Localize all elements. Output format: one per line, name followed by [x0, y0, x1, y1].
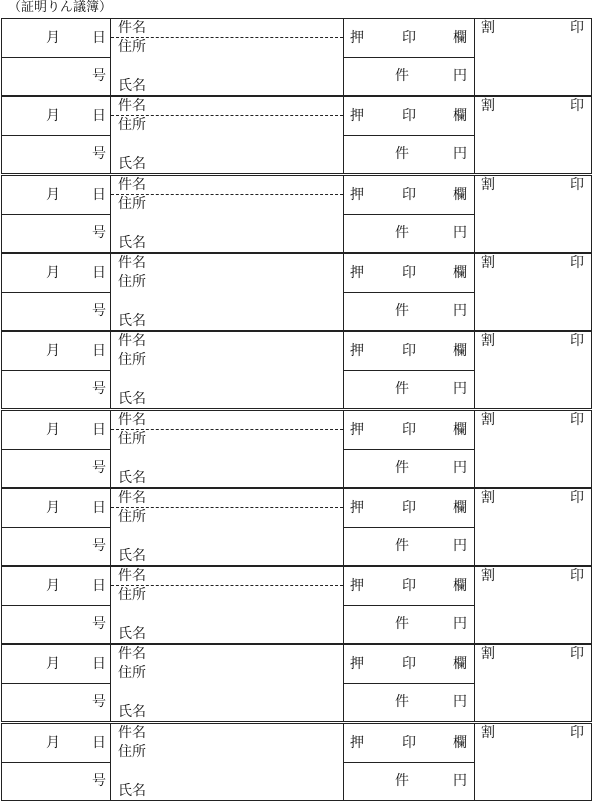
seal-label-3: 欄 — [453, 30, 467, 46]
date-cell[interactable] — [1, 253, 111, 292]
split-seal-cell[interactable] — [474, 723, 592, 801]
count-label: 件 — [395, 68, 409, 84]
yen-label: 円 — [453, 68, 467, 84]
seal-label-2: 印 — [402, 656, 416, 673]
number-cell[interactable] — [1, 605, 111, 644]
number-label: 号 — [92, 224, 106, 241]
seal-label-3: 欄 — [453, 734, 467, 751]
address-label: 住所 — [118, 195, 146, 212]
seal-label-1: 押 — [350, 499, 364, 516]
day-label: 日 — [92, 656, 106, 673]
amount-cell[interactable] — [343, 57, 475, 96]
subject-dotted-line — [111, 194, 343, 195]
date-cell[interactable] — [1, 331, 111, 370]
seal-label-3: 欄 — [453, 421, 467, 438]
seal-cell[interactable] — [343, 566, 475, 605]
count-label: 件 — [395, 772, 409, 789]
seal-cell[interactable] — [343, 723, 475, 762]
ledger-entry — [0, 723, 592, 801]
split-label-2: 印 — [570, 411, 584, 428]
split-seal-cell[interactable] — [474, 566, 592, 644]
number-cell[interactable] — [1, 57, 111, 96]
subject-dotted-line — [111, 429, 343, 430]
date-cell[interactable] — [1, 410, 111, 449]
split-label-1: 割 — [481, 411, 495, 428]
seal-label-2: 印 — [402, 186, 416, 203]
amount-cell[interactable] — [343, 527, 475, 566]
day-label: 日 — [92, 343, 106, 360]
seal-label-3: 欄 — [453, 499, 467, 516]
ledger-entry — [0, 488, 592, 566]
month-label: 月 — [46, 343, 60, 360]
address-label: 住所 — [118, 352, 146, 369]
seal-label-1: 押 — [350, 343, 364, 360]
split-seal-cell[interactable] — [474, 488, 592, 566]
subject-label: 件名 — [118, 646, 146, 663]
address-label: 住所 — [118, 430, 146, 447]
seal-label-3: 欄 — [453, 656, 467, 673]
seal-label-1: 押 — [350, 186, 364, 203]
yen-label: 円 — [453, 537, 467, 554]
day-label: 日 — [92, 30, 106, 46]
amount-cell[interactable] — [343, 683, 475, 722]
number-cell[interactable] — [1, 135, 111, 174]
number-label: 号 — [92, 459, 106, 476]
yen-label: 円 — [453, 694, 467, 711]
split-label-1: 割 — [481, 20, 495, 36]
name-label: 氏名 — [118, 626, 146, 643]
day-label: 日 — [92, 264, 106, 281]
split-label-2: 印 — [570, 724, 584, 741]
seal-cell[interactable] — [343, 488, 475, 527]
split-label-2: 印 — [570, 333, 584, 350]
amount-cell[interactable] — [343, 135, 475, 174]
day-label: 日 — [92, 421, 106, 438]
address-label: 住所 — [118, 508, 146, 525]
seal-label-3: 欄 — [453, 343, 467, 360]
number-cell[interactable] — [1, 449, 111, 488]
subject-label: 件名 — [118, 724, 146, 741]
name-label: 氏名 — [118, 156, 146, 173]
split-label-1: 割 — [481, 98, 495, 115]
seal-label-2: 印 — [402, 30, 416, 46]
count-label: 件 — [395, 694, 409, 711]
address-label: 住所 — [118, 117, 146, 134]
ledger-entry — [0, 331, 592, 409]
seal-label-2: 印 — [402, 499, 416, 516]
seal-label-2: 印 — [402, 578, 416, 595]
month-label: 月 — [46, 656, 60, 673]
month-label: 月 — [46, 421, 60, 438]
ledger-entry — [0, 566, 592, 644]
seal-label-1: 押 — [350, 734, 364, 751]
seal-cell[interactable] — [343, 644, 475, 683]
subject-dotted-line — [111, 507, 343, 508]
date-cell[interactable] — [1, 18, 111, 57]
ledger-entry — [0, 175, 592, 253]
seal-label-1: 押 — [350, 421, 364, 438]
split-label-1: 割 — [481, 568, 495, 585]
number-label: 号 — [92, 694, 106, 711]
subject-address-name-cell[interactable] — [110, 644, 344, 722]
amount-cell[interactable] — [343, 214, 475, 253]
name-label: 氏名 — [118, 469, 146, 486]
date-cell[interactable] — [1, 644, 111, 683]
yen-label: 円 — [453, 381, 467, 398]
ledger-entry — [0, 644, 592, 722]
amount-cell[interactable] — [343, 762, 475, 801]
date-cell[interactable] — [1, 96, 111, 135]
seal-label-1: 押 — [350, 578, 364, 595]
split-label-1: 割 — [481, 724, 495, 741]
name-label: 氏名 — [118, 704, 146, 721]
number-cell[interactable] — [1, 214, 111, 253]
ledger-entry — [0, 96, 592, 174]
count-label: 件 — [395, 146, 409, 163]
yen-label: 円 — [453, 772, 467, 789]
seal-label-2: 印 — [402, 264, 416, 281]
ledger-entry — [0, 410, 592, 488]
split-label-2: 印 — [570, 646, 584, 663]
split-seal-cell[interactable] — [474, 175, 592, 253]
count-label: 件 — [395, 224, 409, 241]
subject-dotted-line — [111, 585, 343, 586]
seal-label-1: 押 — [350, 30, 364, 46]
subject-address-name-cell[interactable] — [110, 253, 344, 331]
document-title: （証明りん議簿） — [8, 0, 113, 15]
ledger-entry — [0, 253, 592, 331]
seal-label-2: 印 — [402, 734, 416, 751]
split-label-2: 印 — [570, 176, 584, 193]
split-label-1: 割 — [481, 254, 495, 271]
name-label: 氏名 — [118, 78, 146, 94]
split-label-2: 印 — [570, 98, 584, 115]
date-cell[interactable] — [1, 488, 111, 527]
number-label: 号 — [92, 537, 106, 554]
subject-label: 件名 — [118, 411, 146, 428]
month-label: 月 — [46, 734, 60, 751]
count-label: 件 — [395, 616, 409, 633]
name-label: 氏名 — [118, 391, 146, 408]
amount-cell[interactable] — [343, 292, 475, 331]
number-cell[interactable] — [1, 683, 111, 722]
subject-label: 件名 — [118, 333, 146, 350]
amount-cell[interactable] — [343, 605, 475, 644]
number-cell[interactable] — [1, 370, 111, 409]
number-label: 号 — [92, 68, 106, 84]
month-label: 月 — [46, 578, 60, 595]
address-label: 住所 — [118, 39, 146, 55]
seal-label-3: 欄 — [453, 108, 467, 125]
name-label: 氏名 — [118, 782, 146, 799]
split-seal-cell[interactable] — [474, 96, 592, 174]
subject-label: 件名 — [118, 568, 146, 585]
seal-label-3: 欄 — [453, 264, 467, 281]
seal-cell[interactable] — [343, 410, 475, 449]
count-label: 件 — [395, 459, 409, 476]
number-cell[interactable] — [1, 762, 111, 801]
seal-cell[interactable] — [343, 18, 475, 57]
count-label: 件 — [395, 381, 409, 398]
address-label: 住所 — [118, 743, 146, 760]
count-label: 件 — [395, 302, 409, 319]
seal-label-3: 欄 — [453, 578, 467, 595]
split-label-2: 印 — [570, 20, 584, 36]
ledger-entry — [0, 18, 592, 96]
subject-address-name-cell[interactable] — [110, 410, 344, 488]
amount-cell[interactable] — [343, 370, 475, 409]
name-label: 氏名 — [118, 234, 146, 251]
seal-label-2: 印 — [402, 343, 416, 360]
split-seal-cell[interactable] — [474, 410, 592, 488]
day-label: 日 — [92, 108, 106, 125]
day-label: 日 — [92, 499, 106, 516]
yen-label: 円 — [453, 459, 467, 476]
yen-label: 円 — [453, 224, 467, 241]
date-cell[interactable] — [1, 175, 111, 214]
subject-label: 件名 — [118, 489, 146, 506]
count-label: 件 — [395, 537, 409, 554]
seal-label-2: 印 — [402, 421, 416, 438]
amount-cell[interactable] — [343, 449, 475, 488]
split-seal-cell[interactable] — [474, 18, 592, 96]
subject-label: 件名 — [118, 98, 146, 115]
split-label-1: 割 — [481, 489, 495, 506]
seal-label-1: 押 — [350, 656, 364, 673]
day-label: 日 — [92, 186, 106, 203]
month-label: 月 — [46, 264, 60, 281]
subject-dotted-line — [111, 115, 343, 116]
day-label: 日 — [92, 578, 106, 595]
name-label: 氏名 — [118, 547, 146, 564]
number-label: 号 — [92, 772, 106, 789]
split-seal-cell[interactable] — [474, 253, 592, 331]
split-label-2: 印 — [570, 489, 584, 506]
day-label: 日 — [92, 734, 106, 751]
seal-cell[interactable] — [343, 253, 475, 292]
month-label: 月 — [46, 186, 60, 203]
subject-label: 件名 — [118, 20, 146, 36]
split-label-1: 割 — [481, 333, 495, 350]
subject-dotted-line — [111, 37, 343, 38]
date-cell[interactable] — [1, 566, 111, 605]
seal-label-3: 欄 — [453, 186, 467, 203]
split-label-2: 印 — [570, 568, 584, 585]
split-seal-cell[interactable] — [474, 331, 592, 409]
subject-address-name-cell[interactable] — [110, 723, 344, 801]
subject-address-name-cell[interactable] — [110, 96, 344, 174]
address-label: 住所 — [118, 273, 146, 290]
subject-address-name-cell[interactable] — [110, 175, 344, 253]
seal-cell[interactable] — [343, 331, 475, 370]
seal-cell[interactable] — [343, 96, 475, 135]
yen-label: 円 — [453, 616, 467, 633]
number-cell[interactable] — [1, 292, 111, 331]
address-label: 住所 — [118, 665, 146, 682]
yen-label: 円 — [453, 302, 467, 319]
seal-label-1: 押 — [350, 264, 364, 281]
subject-label: 件名 — [118, 254, 146, 271]
month-label: 月 — [46, 30, 60, 46]
number-label: 号 — [92, 146, 106, 163]
yen-label: 円 — [453, 146, 467, 163]
seal-cell[interactable] — [343, 175, 475, 214]
seal-label-2: 印 — [402, 108, 416, 125]
date-cell[interactable] — [1, 723, 111, 762]
number-cell[interactable] — [1, 527, 111, 566]
number-label: 号 — [92, 302, 106, 319]
split-seal-cell[interactable] — [474, 644, 592, 722]
number-label: 号 — [92, 616, 106, 633]
subject-address-name-cell[interactable] — [110, 18, 344, 96]
address-label: 住所 — [118, 587, 146, 604]
subject-address-name-cell[interactable] — [110, 566, 344, 644]
split-label-2: 印 — [570, 254, 584, 271]
subject-address-name-cell[interactable] — [110, 331, 344, 409]
subject-label: 件名 — [118, 176, 146, 193]
month-label: 月 — [46, 108, 60, 125]
seal-label-1: 押 — [350, 108, 364, 125]
subject-address-name-cell[interactable] — [110, 488, 344, 566]
split-label-1: 割 — [481, 176, 495, 193]
name-label: 氏名 — [118, 312, 146, 329]
split-label-1: 割 — [481, 646, 495, 663]
number-label: 号 — [92, 381, 106, 398]
month-label: 月 — [46, 499, 60, 516]
